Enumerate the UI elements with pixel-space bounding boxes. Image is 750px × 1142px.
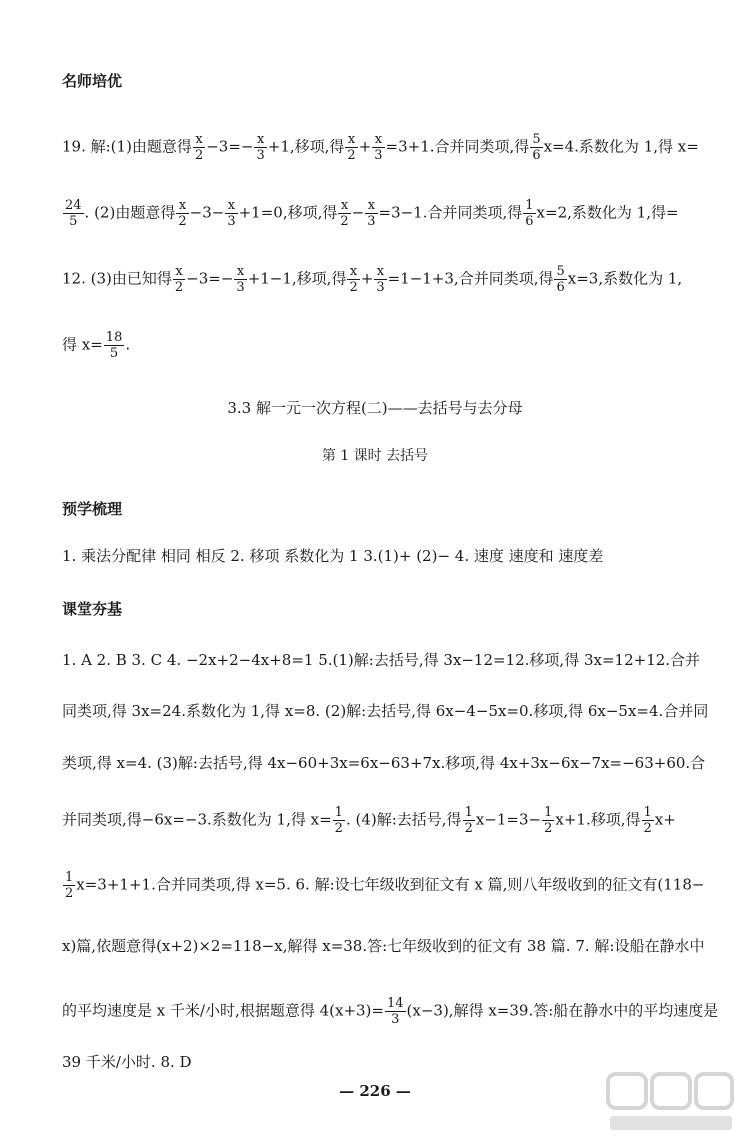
text: x=4.系数化为 1,得 x= bbox=[543, 137, 699, 156]
q19-line-1 bbox=[62, 132, 722, 163]
text: =3+1.合并同类项,得 bbox=[385, 137, 530, 156]
ketang-line-7 bbox=[62, 996, 722, 1027]
text: . (2)由题意得 bbox=[84, 203, 176, 222]
fraction bbox=[642, 805, 654, 836]
numerator: x bbox=[173, 264, 185, 280]
fraction bbox=[463, 805, 475, 836]
fraction bbox=[365, 198, 377, 229]
text: x+1.移项,得 bbox=[555, 810, 641, 829]
denominator: 2 bbox=[349, 280, 358, 295]
fraction bbox=[372, 132, 384, 163]
section-title-yuxue: 预学梳理 bbox=[62, 500, 123, 518]
numerator: 1 bbox=[65, 870, 74, 885]
denominator: 3 bbox=[236, 280, 245, 295]
denominator: 2 bbox=[194, 148, 204, 163]
fraction bbox=[333, 805, 345, 836]
numerator: x bbox=[347, 264, 359, 280]
denominator: 3 bbox=[256, 148, 265, 163]
fraction bbox=[254, 132, 266, 163]
ketang-line-6: x)篇,依题意得(x+2)×2=118−x,解得 x=38.答:七年级收到的征文有 38 篇. 7. 解:设船在静水中 bbox=[62, 937, 705, 955]
numerator: x bbox=[338, 198, 350, 214]
denominator: 3 bbox=[227, 214, 236, 229]
text: x=3,系数化为 1, bbox=[567, 269, 683, 288]
fraction bbox=[225, 198, 237, 229]
fraction bbox=[63, 870, 75, 901]
page-number: — 226 — bbox=[339, 1082, 411, 1100]
text: =3−1.合并同类项,得 bbox=[378, 203, 523, 222]
denominator: 2 bbox=[334, 821, 343, 836]
text: (x−3),解得 x=39.答:船在静水中的平均速度是 bbox=[406, 1001, 719, 1020]
fraction bbox=[173, 264, 185, 295]
text: 12. (3)由已知得 bbox=[62, 269, 172, 288]
text: =1−1+3,合并同类项,得 bbox=[387, 269, 554, 288]
numerator: 1 bbox=[544, 805, 553, 820]
denominator: 2 bbox=[178, 214, 187, 229]
watermark-shape bbox=[696, 1074, 732, 1108]
text: −3=− bbox=[206, 137, 254, 156]
ketang-line-1: 1. A 2. B 3. C 4. −2x+2−4x+8=1 5.(1)解:去括号,得 3x−12=12.移项,得 3x=12+12.合并 bbox=[62, 651, 701, 669]
denominator: 5 bbox=[69, 214, 78, 229]
watermark-logo-icon bbox=[606, 1070, 736, 1136]
denominator: 6 bbox=[532, 148, 541, 163]
q19-line-4 bbox=[62, 330, 722, 361]
ketang-line-5 bbox=[62, 870, 722, 901]
q19-line-3 bbox=[62, 264, 722, 295]
text: − bbox=[351, 203, 365, 222]
section-title-mingshi: 名师培优 bbox=[62, 72, 123, 90]
fraction bbox=[234, 264, 246, 295]
denominator: 2 bbox=[643, 821, 652, 836]
text: . bbox=[125, 335, 131, 354]
fraction bbox=[385, 996, 406, 1027]
text: x=2,系数化为 1,得= bbox=[536, 203, 679, 222]
ketang-line-8: 39 千米/小时. 8. D bbox=[62, 1053, 192, 1071]
numerator: x bbox=[365, 198, 377, 214]
text: +1,移项,得 bbox=[267, 137, 345, 156]
fraction bbox=[193, 132, 205, 163]
text: x+ bbox=[654, 810, 676, 829]
numerator: x bbox=[345, 132, 357, 148]
fraction bbox=[63, 198, 84, 229]
fraction bbox=[374, 264, 386, 295]
fraction bbox=[345, 132, 357, 163]
text: + bbox=[358, 137, 372, 156]
numerator: 5 bbox=[532, 132, 541, 147]
denominator: 3 bbox=[376, 280, 385, 295]
lesson-title: 3.3 解一元一次方程(二)——去括号与去分母 bbox=[227, 399, 523, 417]
numerator: 14 bbox=[386, 996, 404, 1011]
denominator: 2 bbox=[464, 821, 473, 836]
text: 并同类项,得−6x=−3.系数化为 1,得 x= bbox=[62, 810, 332, 829]
text: x−1=3− bbox=[475, 810, 542, 829]
watermark-shape bbox=[608, 1074, 646, 1108]
numerator: x bbox=[234, 264, 246, 280]
text: x=3+1+1.合并同类项,得 x=5. 6. 解:设七年级收到征文有 x 篇,则八年级收到的征文有(118− bbox=[76, 875, 705, 894]
section-title-ketang: 课堂夯基 bbox=[62, 600, 123, 618]
ketang-line-3: 类项,得 x=4. (3)解:去括号,得 4x−60+3x=6x−63+7x.移项,得 4x+3x−6x−7x=−63+60.合 bbox=[62, 754, 706, 772]
numerator: x bbox=[372, 132, 384, 148]
denominator: 2 bbox=[65, 886, 74, 901]
denominator: 3 bbox=[374, 148, 383, 163]
text: 的平均速度是 x 千米/小时,根据题意得 4(x+3)= bbox=[62, 1001, 384, 1020]
q19-line-2 bbox=[62, 198, 722, 229]
numerator: 1 bbox=[643, 805, 652, 820]
text: −3=− bbox=[186, 269, 234, 288]
denominator: 2 bbox=[347, 148, 356, 163]
fraction bbox=[554, 264, 566, 295]
yuxue-answers: 1. 乘法分配律 相同 相反 2. 移项 系数化为 1 3.(1)+ (2)− 4. 速度 速度和 速度差 bbox=[62, 547, 604, 565]
numerator: 18 bbox=[105, 330, 123, 345]
denominator: 6 bbox=[556, 280, 565, 295]
lesson-subtitle: 第 1 课时 去括号 bbox=[321, 448, 429, 464]
numerator: x bbox=[254, 132, 266, 148]
fraction bbox=[104, 330, 125, 361]
text: +1=0,移项,得 bbox=[238, 203, 338, 222]
fraction bbox=[338, 198, 350, 229]
text: 得 x= bbox=[62, 335, 103, 354]
fraction bbox=[542, 805, 554, 836]
numerator: 1 bbox=[525, 198, 534, 213]
numerator: 5 bbox=[556, 264, 565, 279]
fraction bbox=[176, 198, 188, 229]
text: 19. 解:(1)由题意得 bbox=[62, 137, 192, 156]
numerator: x bbox=[176, 198, 188, 214]
fraction bbox=[530, 132, 542, 163]
watermark-shape bbox=[652, 1074, 690, 1108]
text: . (4)解:去括号,得 bbox=[345, 810, 462, 829]
numerator: 1 bbox=[464, 805, 473, 820]
numerator: x bbox=[225, 198, 237, 214]
numerator: 1 bbox=[334, 805, 343, 820]
denominator: 2 bbox=[340, 214, 349, 229]
denominator: 6 bbox=[525, 214, 534, 229]
denominator: 3 bbox=[391, 1012, 400, 1027]
numerator: x bbox=[374, 264, 386, 280]
denominator: 2 bbox=[174, 280, 184, 295]
watermark-shape bbox=[610, 1116, 732, 1130]
text: +1−1,移项,得 bbox=[247, 269, 347, 288]
denominator: 2 bbox=[544, 821, 553, 836]
ketang-line-2: 同类项,得 3x=24.系数化为 1,得 x=8. (2)解:去括号,得 6x−4−5x=0.移项,得 6x−5x=4.合并同 bbox=[62, 702, 709, 720]
denominator: 5 bbox=[109, 346, 119, 361]
text: + bbox=[360, 269, 374, 288]
fraction bbox=[523, 198, 535, 229]
text: −3− bbox=[189, 203, 225, 222]
denominator: 3 bbox=[367, 214, 376, 229]
numerator: x bbox=[193, 132, 205, 148]
numerator: 24 bbox=[65, 198, 82, 213]
fraction bbox=[347, 264, 359, 295]
ketang-line-4 bbox=[62, 805, 722, 836]
